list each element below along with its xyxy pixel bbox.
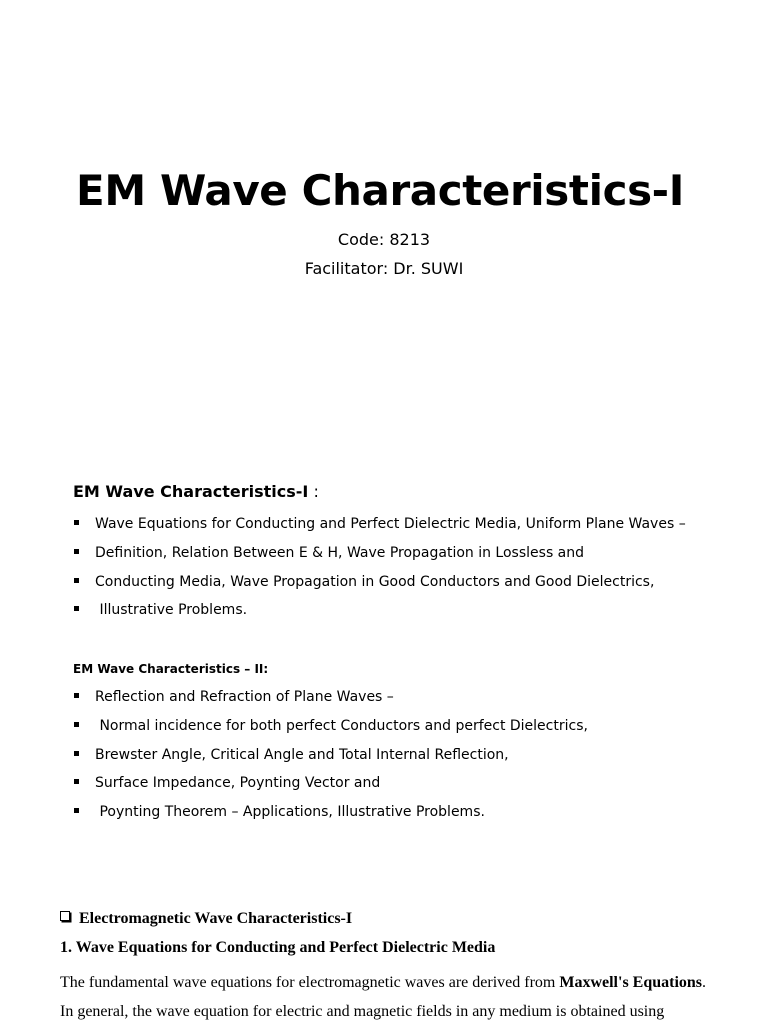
bullet-icon [74,751,79,756]
facilitator: Facilitator: Dr. SUWI [304,259,464,278]
list-item-text: Wave Equations for Conducting and Perfect Dielectric Media, Uniform Plane Waves – [95,516,686,532]
paragraph-emphasis: Maxwell's Equations [559,974,703,991]
syllabus-part1-list [73,515,686,630]
syllabus-part2-list [73,688,588,832]
list-item [73,746,588,775]
list-item [73,717,588,746]
bullet-icon [74,779,79,784]
list-item [73,515,686,544]
paragraph-text: The fundamental wave equations for electromagnetic waves are derived from [60,974,560,991]
list-item-text: Definition, Relation Between E & H, Wave Propagation in Lossless and [95,544,585,561]
bullet-icon [74,578,79,583]
paragraph-text: . [702,974,707,991]
bullet-icon [74,520,79,525]
section-heading [60,910,352,928]
syllabus-part2-heading: EM Wave Characteristics – II: [73,662,269,676]
checkbox-bullet-icon [60,911,70,921]
list-item-text: Reflection and Refraction of Plane Waves – [95,689,394,705]
syllabus-part1-heading-text: EM Wave Characteristics-I [73,482,309,501]
bullet-icon [74,549,79,554]
list-item-text: Illustrative Problems. [95,602,248,619]
list-item [73,774,588,803]
bullet-icon [74,722,79,727]
list-item-text: Surface Impedance, Poynting Vector and [95,775,381,792]
document-title: EM Wave Characteristics-I [76,166,684,215]
list-item [73,573,686,602]
section-heading-text: Electromagnetic Wave Characteristics-I [79,910,353,927]
list-item-text: Normal incidence for both perfect Conductors and perfect Dielectrics, [95,717,588,734]
list-item [73,601,686,630]
syllabus-part1-heading-suffix: : [308,482,319,501]
syllabus-part1-heading [73,482,319,501]
bullet-icon [74,606,79,611]
list-item [73,688,588,717]
list-item-text: Brewster Angle, Critical Angle and Total Internal Reflection, [95,746,509,763]
list-item [73,544,686,573]
list-item-text: Conducting Media, Wave Propagation in Good Conductors and Good Dielectrics, [95,573,655,590]
bullet-icon [74,808,79,813]
subsection-heading: 1. Wave Equations for Conducting and Perfect Dielectric Media [60,939,496,956]
list-item [73,803,588,832]
body-paragraph [60,968,708,1026]
course-code: Code: 8213 [337,230,431,249]
paragraph-text: In general, the wave equation for electric and magnetic fields in any medium is obtained using [60,1003,665,1020]
list-item-text: Poynting Theorem – Applications, Illustrative Problems. [95,804,485,821]
bullet-icon [74,693,79,698]
